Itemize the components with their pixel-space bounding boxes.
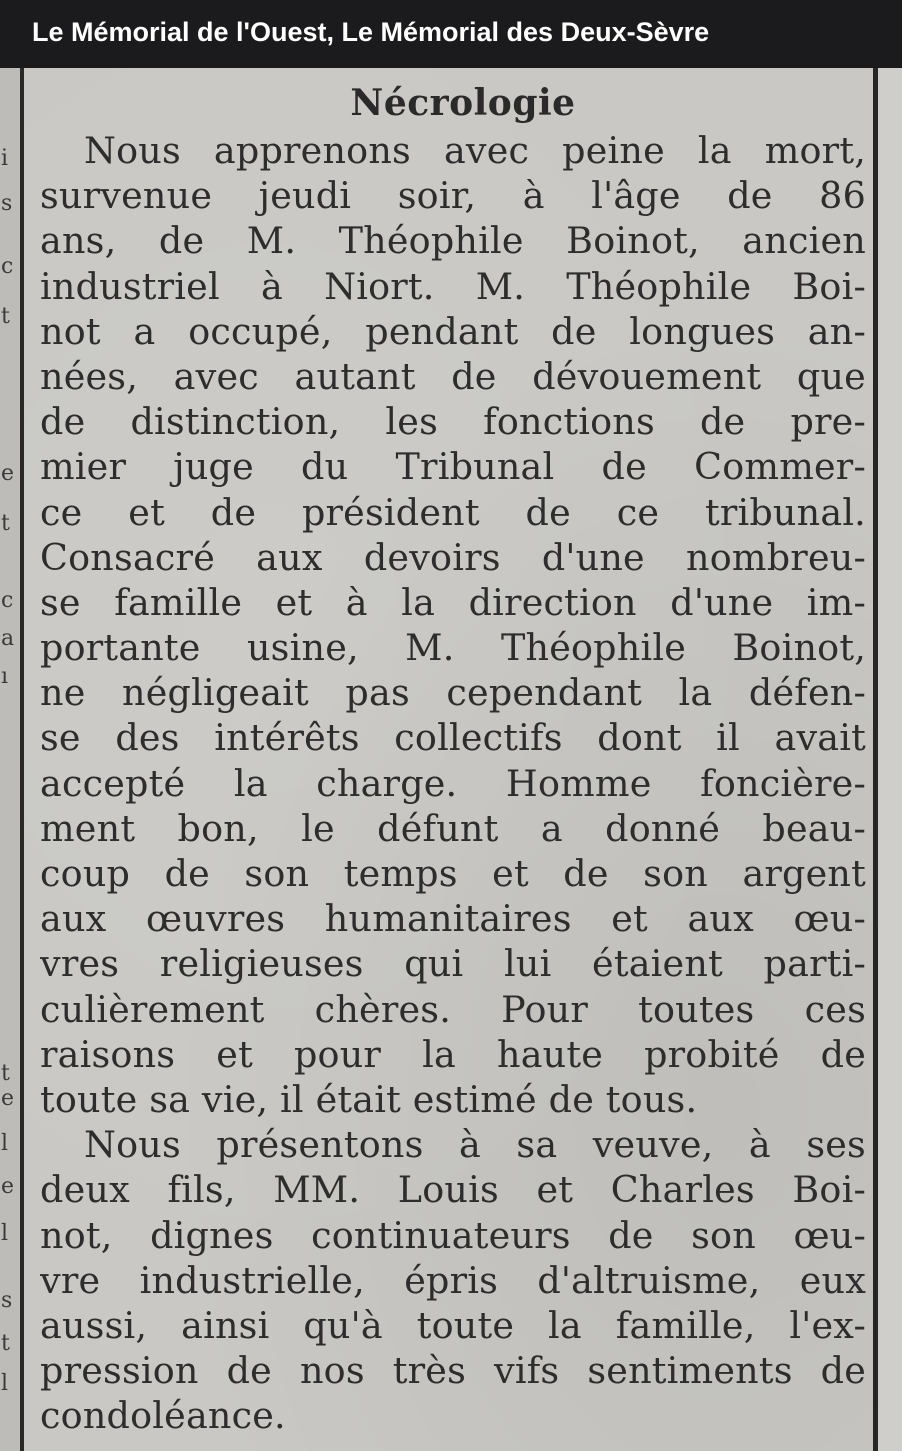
article-line: survenue jeudi soir, à l'âge de 86 xyxy=(40,174,866,218)
margin-fragment: s xyxy=(1,191,13,216)
article-line: industriel à Niort. M. Théophile Boi- xyxy=(40,264,866,308)
article-line: raisons et pour la haute probité de xyxy=(40,1032,866,1076)
margin-fragment: e xyxy=(1,1086,15,1111)
article-line: portante usine, M. Théophile Boinot, xyxy=(40,626,866,670)
article-line: Consacré aux devoirs d'une nombreu- xyxy=(40,535,866,579)
title-bar xyxy=(0,0,902,68)
margin-fragment: a xyxy=(1,626,15,651)
article-line: se famille et à la direction d'une im- xyxy=(40,580,866,624)
article-line: vre industrielle, épris d'altruisme, eux xyxy=(40,1258,866,1302)
left-column-fragment xyxy=(0,68,20,1451)
article-line: accepté la charge. Homme foncière- xyxy=(40,761,866,805)
article-line: ans, de M. Théophile Boinot, ancien xyxy=(40,219,866,263)
article-line: deux fils, MM. Louis et Charles Boi- xyxy=(40,1168,866,1212)
margin-fragment: l xyxy=(1,1221,9,1246)
newspaper-scan xyxy=(0,68,902,1451)
article-line: culièrement chères. Pour toutes ces xyxy=(40,987,866,1031)
margin-fragment: t xyxy=(1,1061,10,1086)
margin-fragment: c xyxy=(1,254,14,279)
article-line: condoléance. xyxy=(40,1394,286,1438)
article-line: aux œuvres humanitaires et aux œu- xyxy=(40,897,866,941)
margin-fragment: t xyxy=(1,1331,10,1356)
margin-fragment: i xyxy=(1,146,9,171)
article-heading: Nécrologie xyxy=(350,82,576,124)
article-line: se des intérêts collectifs dont il avait xyxy=(40,716,866,760)
article-line: not a occupé, pendant de longues an- xyxy=(40,309,866,353)
margin-fragment: l xyxy=(1,1131,9,1156)
margin-fragment: t xyxy=(1,304,10,329)
margin-fragment: s xyxy=(1,1288,13,1313)
document-title: Le Mémorial de l'Ouest, Le Mémorial des Deux-Sèvre xyxy=(32,17,710,47)
article-line: toute sa vie, il était estimé de tous. xyxy=(40,1077,698,1121)
margin-fragment: e xyxy=(1,461,15,486)
margin-fragment: e xyxy=(1,1174,15,1199)
margin-fragment: t xyxy=(1,511,10,536)
article-line: Nous apprenons avec peine la mort, xyxy=(84,129,866,172)
margin-fragment: l xyxy=(1,1371,9,1396)
article-line: not, dignes continuateurs de son œu- xyxy=(40,1213,866,1257)
article-line: mier juge du Tribunal de Commer- xyxy=(40,445,866,489)
article-line: vres religieuses qui lui étaient parti- xyxy=(40,942,866,986)
article-line: Nous présentons à sa veuve, à ses xyxy=(84,1123,866,1167)
column-rule-left xyxy=(20,68,24,1451)
article-line: ce et de président de ce tribunal. xyxy=(40,490,866,534)
article-line: pression de nos très vifs sentiments de xyxy=(40,1349,866,1393)
article-line: ne négligeait pas cependant la défen- xyxy=(40,671,866,715)
right-column-fragment xyxy=(878,68,902,1451)
article-line: de distinction, les fonctions de pre- xyxy=(40,400,866,444)
article-body xyxy=(40,128,866,1438)
article-line: coup de son temps et de son argent xyxy=(40,852,866,895)
margin-fragment: ı xyxy=(1,664,9,689)
article-line: nées, avec autant de dévouement que xyxy=(40,354,866,398)
article-line: aussi, ainsi qu'à toute la famille, l'ex- xyxy=(40,1303,866,1347)
article-line: ment bon, le défunt a donné beau- xyxy=(40,806,866,850)
obituary-article xyxy=(40,78,866,1438)
margin-fragment: c xyxy=(1,588,14,613)
